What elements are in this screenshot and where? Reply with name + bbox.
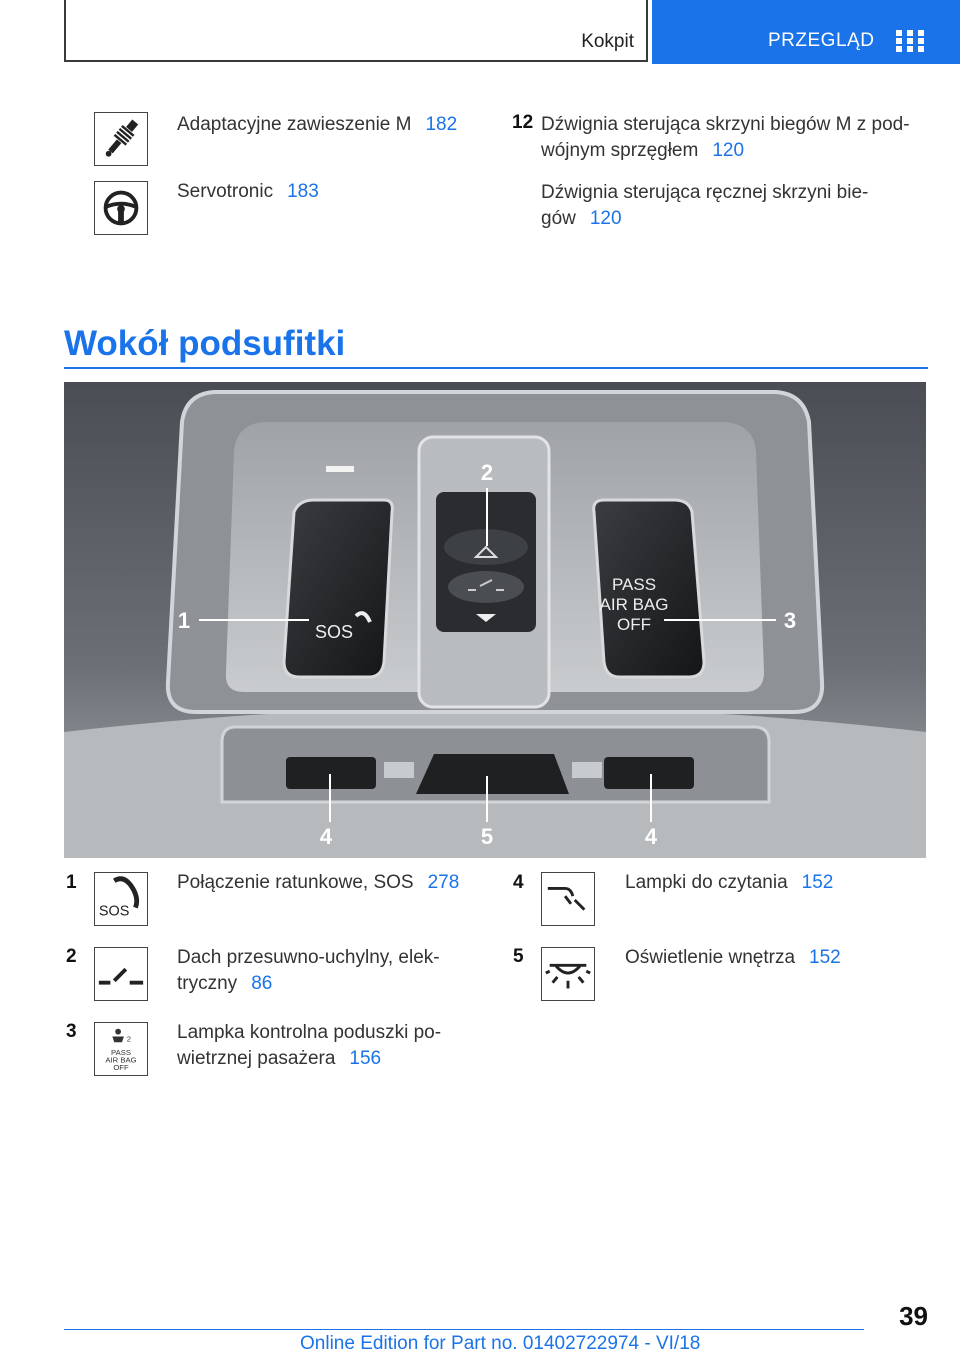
callout-1: 1 <box>177 608 191 633</box>
airbag-icon-line1: PASS <box>111 1047 131 1057</box>
item-12-line1: Dźwignia sterująca skrzyni biegów M z pod- <box>541 114 910 135</box>
legend-number: 2 <box>66 946 77 967</box>
airbag-button-line1: PASS <box>611 575 657 594</box>
header-section-tab[interactable] <box>652 0 960 64</box>
item-12-line4: gów <box>541 208 576 229</box>
overhead-console-photo <box>64 382 926 858</box>
page-number: 39 <box>899 1301 928 1331</box>
page-ref-link[interactable]: 183 <box>287 181 319 202</box>
grid-icon[interactable] <box>896 30 924 52</box>
svg-text:2: 2 <box>126 1034 132 1044</box>
page-ref-link[interactable]: 120 <box>712 140 745 161</box>
callout-2: 2 <box>480 460 494 485</box>
legend-item-3 <box>177 1020 441 1072</box>
page-ref-link[interactable]: 152 <box>809 947 841 968</box>
legend-item-2-line2: tryczny <box>177 973 238 994</box>
legend-item-2-line1: Dach przesuwno-uchylny, elek- <box>177 947 440 968</box>
legend-item-4 <box>625 870 833 896</box>
callout-4-left: 4 <box>319 824 333 849</box>
page-ref-link[interactable]: 278 <box>427 872 460 893</box>
section-title: Wokół podsufitki <box>64 324 346 363</box>
chapter-label: Kokpit <box>581 31 634 52</box>
reading-light-icon <box>541 872 595 926</box>
section-divider <box>64 367 928 369</box>
shock-absorber-icon <box>94 112 148 166</box>
legend-number: 5 <box>513 946 524 967</box>
legend-number: 3 <box>66 1021 77 1042</box>
sos-icon <box>94 872 148 926</box>
footer-divider <box>64 1329 864 1330</box>
steering-wheel-icon <box>94 181 148 235</box>
top-item-2 <box>177 179 319 205</box>
legend-item-2 <box>177 945 440 997</box>
airbag-button-line3: OFF <box>617 615 651 634</box>
page-ref-link[interactable]: 156 <box>349 1048 382 1069</box>
section-label: PRZEGLĄD <box>768 30 875 51</box>
item-12-line3: Dźwignia sterująca ręcznej skrzyni bie- <box>541 182 869 203</box>
legend-item-1 <box>177 870 459 896</box>
top-item-2-label: Servotronic <box>177 181 274 202</box>
sos-icon-text: SOS <box>98 903 130 920</box>
callout-3: 3 <box>783 608 797 633</box>
callout-5: 5 <box>480 824 494 849</box>
legend-item-4-label: Lampki do czytania <box>625 872 788 893</box>
footer-edition: Online Edition for Part no. 01402722974 - VI/18 <box>300 1333 701 1354</box>
top-item-1-label: Adaptacyjne zawieszenie M <box>177 114 412 135</box>
page-ref-link[interactable]: 152 <box>801 872 834 893</box>
airbag-off-icon <box>94 1022 148 1076</box>
airbag-icon-line2: AIR BAG <box>105 1055 137 1065</box>
legend-number: 4 <box>513 872 524 893</box>
page-ref-link[interactable]: 86 <box>251 973 273 994</box>
legend-item-1-label: Połączenie ratunkowe, SOS <box>177 872 414 893</box>
airbag-icon-line3: OFF <box>113 1063 129 1073</box>
callout-4-right: 4 <box>644 824 658 849</box>
page-ref-link[interactable]: 182 <box>425 114 458 135</box>
item-12-line2: wójnym sprzęgłem <box>541 140 699 161</box>
top-item-12 <box>541 112 921 232</box>
sos-button-label: SOS <box>314 622 354 642</box>
legend-item-3-line2: wietrznej pasażera <box>177 1048 336 1069</box>
item-number: 12 <box>512 112 534 133</box>
legend-item-5 <box>625 945 841 971</box>
header-chapter-tab[interactable] <box>64 0 648 62</box>
page-ref-link[interactable]: 120 <box>589 208 622 229</box>
legend-number: 1 <box>66 872 77 893</box>
top-item-1 <box>177 112 457 138</box>
airbag-button-line2: AIR BAG <box>599 595 669 614</box>
legend-item-3-line1: Lampka kontrolna poduszki po- <box>177 1022 442 1043</box>
interior-light-icon <box>541 947 595 1001</box>
legend-item-5-label: Oświetlenie wnętrza <box>625 947 796 968</box>
sunroof-icon <box>94 947 148 1001</box>
